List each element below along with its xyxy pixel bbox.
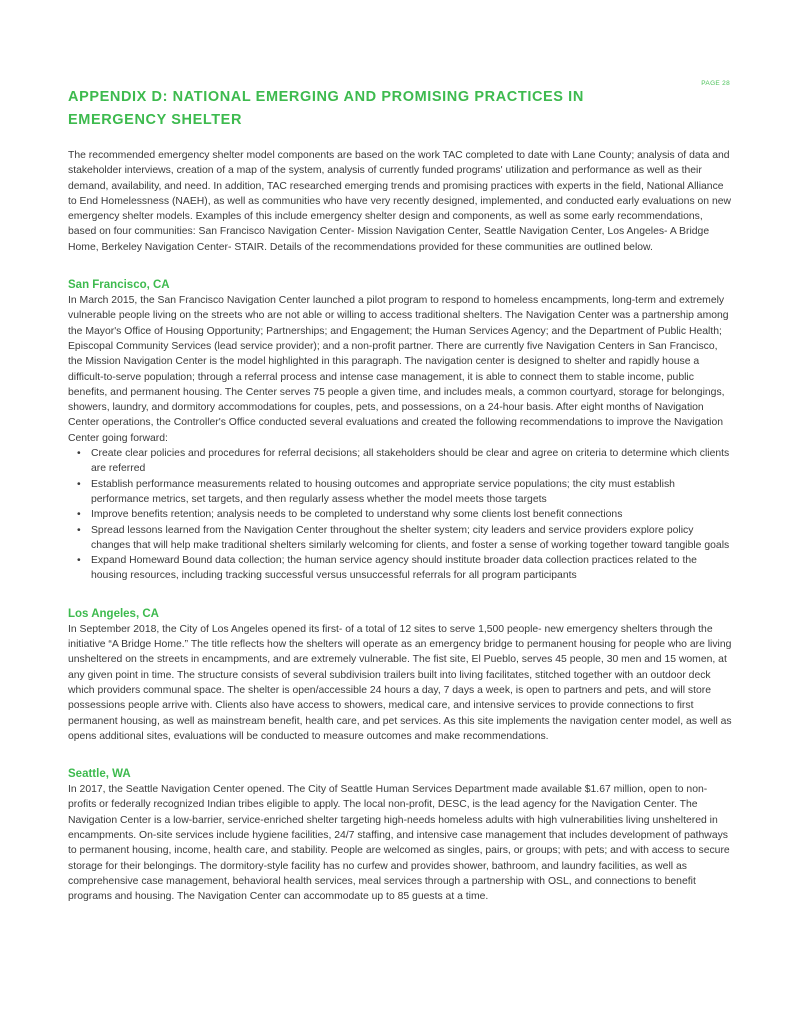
list-item xyxy=(77,523,732,554)
list-item-text: Expand Homeward Bound data collection; the human service agency should institute broader data collection practices related to the housing resources, including tracking successful versus unsuccessful referrals for all program participants xyxy=(91,555,697,582)
section-seattle xyxy=(68,766,732,904)
title-line-2: EMERGENCY SHELTER xyxy=(68,112,243,128)
bullet-icon: • xyxy=(77,555,81,567)
list-item xyxy=(77,553,732,584)
section-body: In 2017, the Seattle Navigation Center opened. The City of Seattle Human Services Department made available $1.67 million, open to non-profits or federally recognized Indian tribes eligible to apply. The local non-profit, DESC, is the lead agency for the Navigation Center. The Navigation Center is a low-barrier, service-enriched shelter targeting high-needs homeless adults with high vulnerabilities living unsheltered in encampments. On-site services include hygiene facilities, 24/7 staffing, and intensive case management that includes development of pathways to permanent housing, income, health care, and stability. People are welcomed as singles, pairs, or groups; with pets; and with access to secure storage for their belongings. The dormitory-style facility has no curfew and provides shower, bathroom, and laundry facilities, as well as comprehensive case management, behavioral health services, meal services through a partnership with OSL, and connections to benefit programs and housing. The Navigation Center can accommodate up to 85 guests at a time. xyxy=(68,784,730,903)
list-item-text: Create clear policies and procedures for referral decisions; all stakeholders should be clear and agree on criteria to determine which clients are referred xyxy=(91,448,730,475)
list-item xyxy=(77,446,732,477)
list-item xyxy=(77,477,732,508)
list-item-text: Spread lessons learned from the Navigation Center throughout the shelter system; city leaders and service providers explore policy changes that will help make traditional shelters similarly welcoming for clients, and foster a sense of working together toward tangible goals xyxy=(91,524,730,551)
list-item-text: Improve benefits retention; analysis needs to be completed to understand why some clients lost benefit connections xyxy=(91,509,623,521)
bullet-icon: • xyxy=(77,509,81,521)
page-content xyxy=(68,86,732,904)
title-line-1: APPENDIX D: NATIONAL EMERGING AND PROMISING PRACTICES IN xyxy=(68,89,584,105)
section-body: In September 2018, the City of Los Angeles opened its first- of a total of 12 sites to serve 1,500 people- new emergency shelters through the initiative “A Bridge Home.” The title reflects how the shelters will operate as an emergency bridge to permanent housing for people who are living unsheltered on the streets in encampments, and are extremely vulnerable. The fist site, El Pueblo, serves 45 people, 30 men and 15 women, at any given point in time. The structure consists of several subdivision trailers built into living facilitates, stitched together with an outdoor deck which providers communal space. The shelter is open/accessible 24 hours a day, 7 days a week, is open to partners and pets, and will store possessions people arrive with. Clients also have access to showers, medical care, and intensive services to provide connections to first permanent housing, as well as mainstream benefit, health care, and pet services. As this site implements the navigation center model, as well as opens additional sites, evaluations will be conducted to measure outcomes and make recommendations. xyxy=(68,623,732,742)
page-number: PAGE 28 xyxy=(701,80,730,87)
bullet-icon: • xyxy=(77,478,81,490)
section-title: Seattle, WA xyxy=(68,768,131,781)
page-title xyxy=(68,86,732,132)
section-body: In March 2015, the San Francisco Navigation Center launched a pilot program to respond to homeless encampments, long-term and extremely vulnerable people living on the streets who are not able or willing to access traditional shelters. The Navigation Center was a partnership among the Mayor's Office of Housing Opportunity; Partnerships; and Engagement; the Human Services Agency; and the Department of Public Health; Episcopal Community Services (lead service provider); and a non-profit partner. There are currently five Navigation Centers in San Francisco, the Mission Navigation Center is the model highlighted in this paragraph. The navigation center is designed to shelter and rapidly house a difficult-to-serve population; through a referral process and intense case management, it is able to connect them to stable income, public benefits, and permanent housing. The Center serves 75 people a given time, and includes meals, a common courtyard, storage for belongings, showers, laundry, and dormitory accommodations for couples, pets, and possessions, on a 24-hour basis. After eight months of Navigation Center operations, the Controller's Office conducted several evaluations and created the following recommendations to improve the Navigation Center going forward: xyxy=(68,295,729,444)
intro-paragraph: The recommended emergency shelter model components are based on the work TAC completed to date with Lane County; analysis of data and stakeholder interviews, creation of a map of the system, analysis of currently funded programs' utilization and performance as well as their demand, availability, and need. In addition, TAC researched emerging trends and promising practices with experts in the field, National Alliance to End Homelessness (NAEH), as well as communities who have very recently designed, implemented, and conducted early evaluations on new emergency shelter models. Examples of this include emergency shelter design and components, as well as some early recommendations, based on four communities: San Francisco Navigation Center- Mission Navigation Center, Seattle Navigation Center, Los Angeles- A Bridge Home, Berkeley Navigation Center- STAIR. Details of the recommendations provided for these communities are outlined below. xyxy=(68,150,732,253)
section-los-angeles xyxy=(68,606,732,744)
bullet-icon: • xyxy=(77,524,81,536)
bullet-icon: • xyxy=(77,448,81,460)
section-san-francisco xyxy=(68,277,732,584)
section-title: San Francisco, CA xyxy=(68,279,170,292)
list-item-text: Establish performance measurements related to housing outcomes and appropriate service populations; the city must establish performance metrics, set targets, and then regularly assess whether the model meets those targets xyxy=(91,478,675,505)
list-item xyxy=(77,507,732,522)
recommendations-list xyxy=(68,446,732,584)
section-title: Los Angeles, CA xyxy=(68,607,159,620)
